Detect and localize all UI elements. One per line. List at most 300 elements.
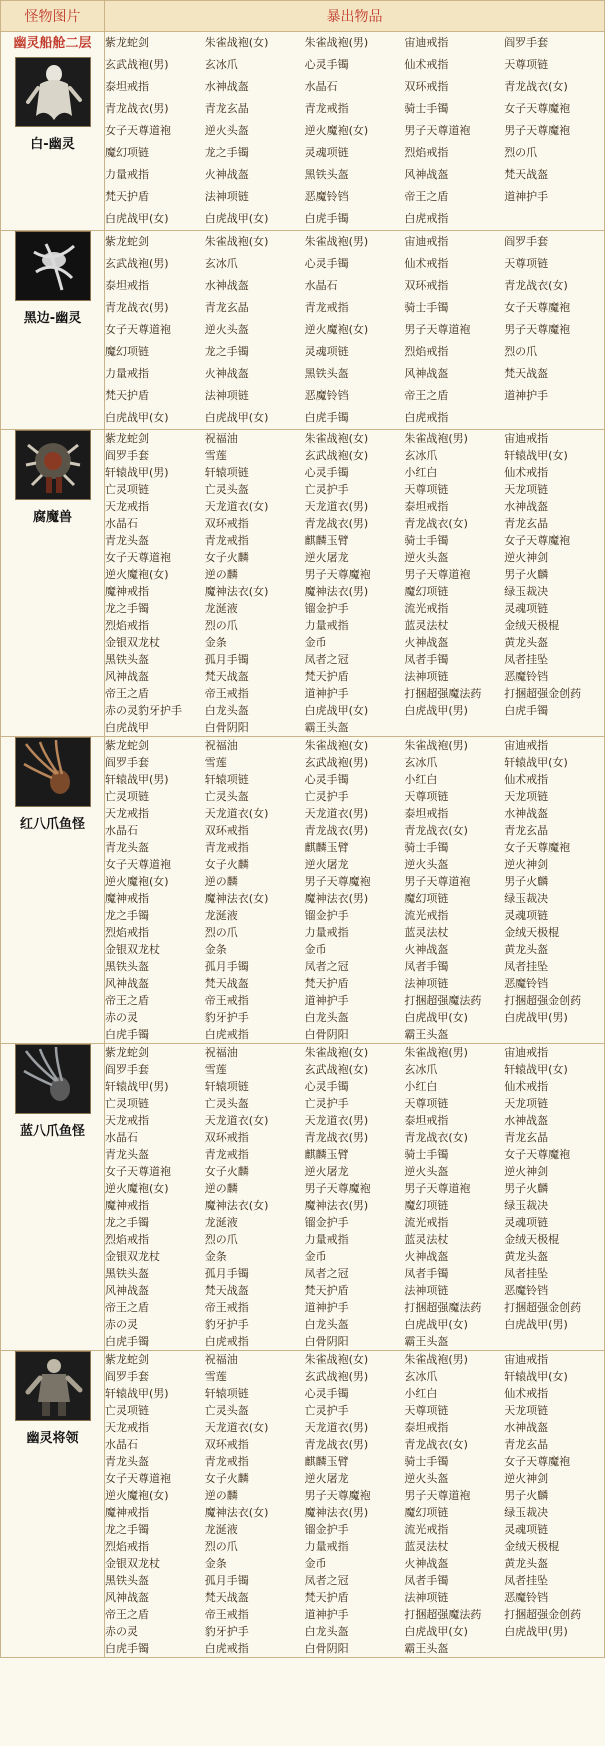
drop-item: 青龙玄晶 bbox=[504, 517, 549, 530]
drop-item: 亡灵头盔 bbox=[204, 483, 249, 496]
drop-item: 逆火屠龙 bbox=[304, 551, 349, 564]
drop-item: 朱雀战袍(男) bbox=[404, 1353, 468, 1366]
drop-item: 火神战盔 bbox=[204, 168, 249, 181]
drop-item: 梵天战盔 bbox=[204, 1591, 249, 1604]
drop-item: 帝王戒指 bbox=[204, 1301, 249, 1314]
drop-item: 骑士手镯 bbox=[404, 534, 449, 547]
drop-item: 水神战盔 bbox=[504, 1114, 549, 1127]
drop-item: 逆火魔袍(女) bbox=[105, 875, 169, 888]
drop-item: 魔神法衣(女) bbox=[204, 585, 269, 598]
drop-item: 天龙项链 bbox=[504, 1097, 549, 1110]
drop-item: 烈の爪 bbox=[204, 1233, 238, 1246]
drop-item: 凤者手镯 bbox=[404, 1267, 449, 1280]
drop-item: 白虎战甲(女) bbox=[404, 1625, 468, 1638]
drop-item: 帝王之盾 bbox=[105, 994, 149, 1007]
drop-item: 白虎战甲(女) bbox=[204, 411, 269, 424]
drop-item: 法神项链 bbox=[404, 670, 449, 683]
drop-item: 轩辕项链 bbox=[204, 773, 249, 786]
monster-name: 蓝八爪鱼怪 bbox=[19, 1124, 85, 1139]
drop-item: 道神护手 bbox=[304, 1608, 349, 1621]
drop-item: 玄武战袍(男) bbox=[304, 1370, 369, 1383]
drop-item: 青龙戒指 bbox=[304, 102, 349, 115]
drop-item: 金绒天极棍 bbox=[504, 619, 560, 632]
drop-item: 烈焰戒指 bbox=[105, 1540, 149, 1553]
drop-item: 女子天尊魔袍 bbox=[504, 301, 571, 314]
drop-item: 天龙道衣(女) bbox=[204, 807, 269, 820]
drop-item: 逆火魔袍(女) bbox=[105, 568, 169, 581]
drop-item: 男子天尊魔袍 bbox=[304, 568, 371, 581]
drop-item: 法神项链 bbox=[404, 977, 449, 990]
monster-name: 红八爪鱼怪 bbox=[19, 817, 85, 832]
drop-item: 金币 bbox=[304, 1250, 327, 1263]
drop-item: 魔神法衣(女) bbox=[204, 1506, 269, 1519]
drop-item: 水晶石 bbox=[105, 1438, 138, 1451]
drop-item: 烈の爪 bbox=[204, 926, 238, 939]
drop-item: 轩辕战甲(男) bbox=[105, 466, 169, 479]
drop-item: 青龙战衣(女) bbox=[504, 80, 568, 93]
drop-item: 白虎手镯 bbox=[304, 212, 349, 225]
drop-item: 白虎手镯 bbox=[304, 411, 349, 424]
drop-item: 打捆超强金创药 bbox=[504, 687, 582, 700]
drop-item: 道神护手 bbox=[504, 190, 549, 203]
drop-item: 水神战盔 bbox=[504, 1421, 549, 1434]
drop-item: 打捆超强金创药 bbox=[504, 1608, 582, 1621]
drop-item: 霸王头盔 bbox=[404, 1642, 449, 1655]
drop-item: 玄武战袍(男) bbox=[304, 756, 369, 769]
drop-item: 青龙头盔 bbox=[105, 534, 149, 547]
drop-item-grid bbox=[105, 231, 604, 429]
drop-item: 泰坦戒指 bbox=[404, 1421, 449, 1434]
drop-item: 亡灵头盔 bbox=[204, 1404, 249, 1417]
drop-item: 打捆超强金创药 bbox=[504, 1301, 582, 1314]
drop-item: 烈の爪 bbox=[204, 1540, 238, 1553]
drop-item: 魔神戒指 bbox=[105, 1199, 149, 1212]
drop-item: 亡灵护手 bbox=[304, 483, 349, 496]
drop-item: 金绒天极棍 bbox=[504, 926, 560, 939]
drop-item: 玄武战袍(女) bbox=[304, 449, 369, 462]
drop-item: 雪莲 bbox=[204, 1370, 227, 1383]
drop-item: 男子天尊魔袍 bbox=[304, 1489, 371, 1502]
monster-cell bbox=[1, 231, 105, 430]
drop-item: 男子天尊魔袍 bbox=[504, 124, 571, 137]
drop-item: 阎罗手套 bbox=[105, 1063, 149, 1076]
drop-item: 女子天尊魔袍 bbox=[504, 841, 571, 854]
drop-item: 小红白 bbox=[404, 1387, 438, 1400]
rot-demon-beast-portrait bbox=[15, 430, 91, 500]
drop-item: 男子天尊道袍 bbox=[404, 875, 471, 888]
drop-item: 金绒天极棍 bbox=[504, 1233, 560, 1246]
drop-item: 青龙戒指 bbox=[204, 841, 249, 854]
drop-item-grid bbox=[105, 737, 604, 1043]
drop-item: 梵天护盾 bbox=[105, 190, 149, 203]
drop-item: 男子火麟 bbox=[504, 1489, 549, 1502]
monster-cell bbox=[1, 32, 105, 231]
drop-item: 朱雀战袍(男) bbox=[304, 235, 369, 248]
drop-item: 白虎战甲(男) bbox=[404, 704, 468, 717]
drop-item: 豹牙护手 bbox=[204, 1625, 249, 1638]
drop-item: 黑铁头盔 bbox=[105, 960, 149, 973]
drop-item: 逆火头盔 bbox=[404, 551, 449, 564]
drop-item: 心灵手镯 bbox=[304, 1387, 349, 1400]
drop-item: 阎罗手套 bbox=[105, 449, 149, 462]
drop-item: 玄冰爪 bbox=[204, 257, 238, 270]
drop-item: 女子火麟 bbox=[204, 858, 249, 871]
drop-item: 金币 bbox=[304, 943, 327, 956]
drop-item: 灵魂项链 bbox=[504, 602, 549, 615]
drop-item: 白虎战甲(女) bbox=[404, 1011, 468, 1024]
drop-item: 青龙戒指 bbox=[204, 1148, 249, 1161]
drop-item: 青龙战衣(女) bbox=[404, 1131, 468, 1144]
monster-row-5 bbox=[1, 1044, 605, 1351]
drop-item: 亡灵头盔 bbox=[204, 1097, 249, 1110]
drop-item: 金币 bbox=[304, 636, 327, 649]
drop-item: 凤者之冠 bbox=[304, 1267, 349, 1280]
drop-item: 孤月手镯 bbox=[204, 653, 249, 666]
drop-item: 龙涎液 bbox=[204, 602, 238, 615]
drop-item: 龙涎液 bbox=[204, 1523, 238, 1536]
drop-item: 青龙戒指 bbox=[204, 1455, 249, 1468]
drop-item: 灵魂项链 bbox=[304, 345, 349, 358]
drop-item: 白虎战甲(男) bbox=[504, 1318, 568, 1331]
drop-item: 轩辕项链 bbox=[204, 1387, 249, 1400]
drop-item: 白虎手镯 bbox=[504, 704, 549, 717]
drop-item: 小红白 bbox=[404, 466, 438, 479]
drop-item: 霸王头盔 bbox=[304, 721, 349, 734]
drop-item: 紫龙蛇剑 bbox=[105, 36, 149, 49]
drop-items-cell bbox=[105, 32, 605, 231]
drop-item: 女子天尊道袍 bbox=[105, 858, 171, 871]
drop-items-cell bbox=[105, 231, 605, 430]
drop-item: 天龙道衣(男) bbox=[304, 1114, 369, 1127]
drop-item: 水晶石 bbox=[105, 824, 138, 837]
drop-item: 龙之手镯 bbox=[105, 1523, 149, 1536]
drop-item: 魔神戒指 bbox=[105, 1506, 149, 1519]
drop-item: 水神战盔 bbox=[504, 500, 549, 513]
drop-item: 宙迪戒指 bbox=[504, 1046, 549, 1059]
drop-item: 镏金护手 bbox=[304, 1523, 349, 1536]
drop-item: 祝福油 bbox=[204, 1046, 238, 1059]
drop-item: 亡灵项链 bbox=[105, 483, 149, 496]
drop-item: 阎罗手套 bbox=[105, 756, 149, 769]
drop-item: 镏金护手 bbox=[304, 602, 349, 615]
drop-item: 宙迪戒指 bbox=[504, 739, 549, 752]
monster-row-4 bbox=[1, 737, 605, 1044]
drop-item: 白虎战甲(男) bbox=[504, 1625, 568, 1638]
drop-item: 白虎戒指 bbox=[404, 411, 449, 424]
drop-item: 麒麟玉臂 bbox=[304, 841, 349, 854]
drop-item: 天龙道衣(女) bbox=[204, 1114, 269, 1127]
drop-item: 恶魔铃铛 bbox=[304, 190, 349, 203]
drop-item: 双环戒指 bbox=[204, 824, 249, 837]
drop-item: 龙之手镯 bbox=[105, 909, 149, 922]
drop-item: 水晶石 bbox=[304, 279, 338, 292]
drop-item: 凤者挂坠 bbox=[504, 960, 549, 973]
drop-item: 梵天护盾 bbox=[304, 670, 349, 683]
drop-item: 逆火屠龙 bbox=[304, 1165, 349, 1178]
drop-item: 力量戒指 bbox=[304, 1540, 349, 1553]
drop-item: 力量戒指 bbox=[105, 367, 149, 380]
drop-item: 骑士手镯 bbox=[404, 102, 449, 115]
white-ghost-portrait bbox=[15, 57, 91, 127]
drop-item: 烈の爪 bbox=[204, 619, 238, 632]
drop-item: 天尊项链 bbox=[404, 1097, 449, 1110]
drop-item: 天尊项链 bbox=[504, 58, 549, 71]
monster-cell bbox=[1, 430, 105, 737]
monster-row-2 bbox=[1, 231, 605, 430]
drop-item: 女子天尊道袍 bbox=[105, 323, 171, 336]
drop-item: 白虎戒指 bbox=[404, 212, 449, 225]
drop-item: 白虎战甲 bbox=[105, 721, 149, 734]
drop-item: 火神战盔 bbox=[204, 367, 249, 380]
drop-item: 流光戒指 bbox=[404, 1523, 449, 1536]
drop-item: 玄武战袍(男) bbox=[105, 58, 169, 71]
drop-item: 女子天尊道袍 bbox=[105, 551, 171, 564]
drop-item: 白虎手镯 bbox=[105, 1028, 149, 1041]
drop-item: 男子天尊魔袍 bbox=[304, 1182, 371, 1195]
drop-item: 金绒天极棍 bbox=[504, 1540, 560, 1553]
drop-item: 天尊项链 bbox=[404, 1404, 449, 1417]
drop-item: 白虎戒指 bbox=[204, 1642, 249, 1655]
drop-item: 魔神法衣(男) bbox=[304, 1199, 369, 1212]
drop-item: 朱雀战袍(男) bbox=[404, 1046, 468, 1059]
header-monster-image: 怪物图片 bbox=[1, 1, 105, 32]
drop-item: 逆火魔袍(女) bbox=[304, 323, 369, 336]
drop-item: 凤者手镯 bbox=[404, 653, 449, 666]
monster-cell bbox=[1, 1044, 105, 1351]
drop-item: 麒麟玉臂 bbox=[304, 1148, 349, 1161]
drop-item: 孤月手镯 bbox=[204, 1574, 249, 1587]
drop-item: 逆火神剑 bbox=[504, 1472, 549, 1485]
drop-item: 白骨阴阳 bbox=[304, 1028, 349, 1041]
drop-item: 骑士手镯 bbox=[404, 1455, 449, 1468]
drop-item: 帝王戒指 bbox=[204, 994, 249, 1007]
drop-item: 镏金护手 bbox=[304, 1216, 349, 1229]
drop-item: 金条 bbox=[204, 636, 227, 649]
drop-item: 风神战盔 bbox=[105, 670, 149, 683]
drop-item: 轩辕项链 bbox=[204, 1080, 249, 1093]
drop-item: 女子火麟 bbox=[204, 1472, 249, 1485]
drop-item: 轩辕战甲(男) bbox=[105, 773, 169, 786]
blue-octopus-monster-portrait bbox=[15, 1044, 91, 1114]
drop-item: 天尊项链 bbox=[404, 483, 449, 496]
drop-item: 孤月手镯 bbox=[204, 1267, 249, 1280]
drop-item: 仙术戒指 bbox=[504, 1080, 549, 1093]
drop-item: 朱雀战袍(女) bbox=[204, 235, 269, 248]
drop-item: 道神护手 bbox=[304, 1301, 349, 1314]
drop-item: 阎罗手套 bbox=[504, 36, 549, 49]
drop-item: 朱雀战袍(男) bbox=[304, 36, 369, 49]
drop-item: 魔神法衣(男) bbox=[304, 892, 369, 905]
drop-item: 泰坦戒指 bbox=[105, 80, 149, 93]
monster-name: 白-幽灵 bbox=[30, 137, 75, 152]
monster-name: 幽灵将领 bbox=[26, 1431, 79, 1446]
drop-item: 镏金护手 bbox=[304, 909, 349, 922]
drop-item: 绿玉裁决 bbox=[504, 1506, 549, 1519]
drop-item: 逆火头盔 bbox=[204, 124, 249, 137]
drop-item: 烈の爪 bbox=[504, 345, 538, 358]
drop-item: 朱雀战袍(男) bbox=[404, 432, 468, 445]
black-edge-ghost-portrait bbox=[15, 231, 91, 301]
table-header-row bbox=[1, 1, 605, 32]
drop-item: 帝王戒指 bbox=[204, 1608, 249, 1621]
drop-item: 梵天战盔 bbox=[504, 367, 549, 380]
drop-item: 帝王戒指 bbox=[204, 687, 249, 700]
drop-item: 女子天尊魔袍 bbox=[504, 102, 571, 115]
drop-item: 宙迪戒指 bbox=[404, 235, 449, 248]
drop-item: 朱雀战袍(女) bbox=[304, 1353, 369, 1366]
drop-item: 逆の麟 bbox=[204, 875, 238, 888]
drop-item: 力量戒指 bbox=[304, 619, 349, 632]
drop-item: 紫龙蛇剑 bbox=[105, 1353, 149, 1366]
drop-item: 青龙战衣(男) bbox=[105, 102, 169, 115]
drop-item: 雪莲 bbox=[204, 449, 227, 462]
drop-item: 心灵手镯 bbox=[304, 257, 349, 270]
section-title: 幽灵船舱二层 bbox=[13, 36, 92, 51]
drop-item: 烈焰戒指 bbox=[404, 146, 449, 159]
drop-item: 双环戒指 bbox=[204, 517, 249, 530]
drop-item: 玄武战袍(男) bbox=[105, 257, 169, 270]
drop-item: 魔幻项链 bbox=[404, 585, 449, 598]
drop-item: 轩辕战甲(女) bbox=[504, 449, 568, 462]
header-drop-items: 暴出物品 bbox=[105, 1, 605, 32]
drop-item: 白骨阴阳 bbox=[204, 721, 249, 734]
drop-item: 青龙战衣(男) bbox=[105, 301, 169, 314]
drop-item: 白虎战甲(女) bbox=[105, 212, 169, 225]
drop-item: 青龙戒指 bbox=[204, 534, 249, 547]
drop-item: 双环戒指 bbox=[404, 80, 449, 93]
drop-item: 白虎戒指 bbox=[204, 1335, 249, 1348]
drop-item: 青龙玄晶 bbox=[204, 301, 249, 314]
drop-item: 亡灵项链 bbox=[105, 790, 149, 803]
drop-item: 水晶石 bbox=[105, 1131, 138, 1144]
drop-item-grid bbox=[105, 32, 604, 230]
drop-item: 龙涎液 bbox=[204, 909, 238, 922]
drop-item: 逆の麟 bbox=[204, 1489, 238, 1502]
red-octopus-monster-portrait bbox=[15, 737, 91, 807]
drop-item: 力量戒指 bbox=[304, 926, 349, 939]
drop-item: 逆火神剑 bbox=[504, 551, 549, 564]
drop-item: 风神战盔 bbox=[404, 168, 449, 181]
drop-item: 流光戒指 bbox=[404, 909, 449, 922]
drop-item: 轩辕战甲(男) bbox=[105, 1080, 169, 1093]
drop-item: 黄龙头盔 bbox=[504, 636, 549, 649]
drop-item: 宙迪戒指 bbox=[504, 432, 549, 445]
drop-item: 轩辕战甲(女) bbox=[504, 756, 568, 769]
drop-item: 天龙道衣(男) bbox=[304, 1421, 369, 1434]
drop-item: 女子天尊道袍 bbox=[105, 1165, 171, 1178]
drop-item: 凤者之冠 bbox=[304, 960, 349, 973]
drop-item: 水晶石 bbox=[304, 80, 338, 93]
drop-item: 女子天尊道袍 bbox=[105, 124, 171, 137]
drop-item: 黄龙头盔 bbox=[504, 1557, 549, 1570]
drop-item: 玄冰爪 bbox=[404, 449, 438, 462]
drop-item: 逆火头盔 bbox=[204, 323, 249, 336]
drop-item: 双环戒指 bbox=[404, 279, 449, 292]
drop-item: 打捆超强金创药 bbox=[504, 994, 582, 1007]
drop-item: 烈焰戒指 bbox=[105, 619, 149, 632]
drop-item: 白骨阴阳 bbox=[304, 1335, 349, 1348]
drop-item: 逆火魔袍(女) bbox=[304, 124, 369, 137]
drop-item: 天龙戒指 bbox=[105, 1114, 149, 1127]
drop-item: 玄冰爪 bbox=[404, 756, 438, 769]
drop-item: 亡灵护手 bbox=[304, 790, 349, 803]
drop-item: 朱雀战袍(女) bbox=[304, 432, 369, 445]
drop-item: 亡灵项链 bbox=[105, 1404, 149, 1417]
drop-item: 天龙道衣(女) bbox=[204, 1421, 269, 1434]
drop-item: 风神战盔 bbox=[105, 977, 149, 990]
drop-item: 魔神法衣(女) bbox=[204, 892, 269, 905]
drop-item: 女子火麟 bbox=[204, 1165, 249, 1178]
drop-item: 力量戒指 bbox=[304, 1233, 349, 1246]
drop-item: 男子火麟 bbox=[504, 875, 549, 888]
drop-item: 凤者挂坠 bbox=[504, 653, 549, 666]
drop-item: 帝王之盾 bbox=[404, 389, 449, 402]
drop-item: 道神护手 bbox=[504, 389, 549, 402]
drop-item: 小红白 bbox=[404, 773, 438, 786]
drop-item: 天龙戒指 bbox=[105, 807, 149, 820]
drop-item: 黄龙头盔 bbox=[504, 943, 549, 956]
drop-items-cell bbox=[105, 430, 605, 737]
drop-item: 天龙戒指 bbox=[105, 500, 149, 513]
drop-item: 轩辕战甲(女) bbox=[504, 1370, 568, 1383]
drop-item: 赤の灵 bbox=[105, 1318, 138, 1331]
drop-item: 逆火屠龙 bbox=[304, 1472, 349, 1485]
drop-item: 金条 bbox=[204, 1250, 227, 1263]
drop-item: 魔神法衣(男) bbox=[304, 585, 369, 598]
drop-item: 水神战盔 bbox=[504, 807, 549, 820]
drop-item: 朱雀战袍(女) bbox=[204, 36, 269, 49]
drop-item: 心灵手镯 bbox=[304, 466, 349, 479]
drop-item: 逆火屠龙 bbox=[304, 858, 349, 871]
drop-item: 男子火麟 bbox=[504, 1182, 549, 1195]
drop-item: 水神战盔 bbox=[204, 80, 249, 93]
drop-item: 青龙战衣(男) bbox=[304, 517, 369, 530]
drop-item: 风神战盔 bbox=[105, 1591, 149, 1604]
drop-item: 轩辕战甲(男) bbox=[105, 1387, 169, 1400]
drop-item: 梵天战盔 bbox=[504, 168, 549, 181]
monster-row-3 bbox=[1, 430, 605, 737]
drop-item: 灵魂项链 bbox=[304, 146, 349, 159]
drop-item: 天尊项链 bbox=[404, 790, 449, 803]
drop-item: 魔幻项链 bbox=[105, 146, 149, 159]
drop-item: 风神战盔 bbox=[404, 367, 449, 380]
drop-item: 青龙战衣(女) bbox=[504, 279, 568, 292]
drop-item: 帝王之盾 bbox=[404, 190, 449, 203]
drop-item: 风神战盔 bbox=[105, 1284, 149, 1297]
drop-item: 黑铁头盔 bbox=[105, 653, 149, 666]
drop-item: 青龙玄晶 bbox=[504, 1131, 549, 1144]
drop-item: 金币 bbox=[304, 1557, 327, 1570]
drop-item: 白虎手镯 bbox=[105, 1642, 149, 1655]
drop-item: 泰坦戒指 bbox=[404, 1114, 449, 1127]
drop-item: 白骨阴阳 bbox=[304, 1642, 349, 1655]
drop-item: 帝王之盾 bbox=[105, 1608, 149, 1621]
drop-item: 麒麟玉臂 bbox=[304, 1455, 349, 1468]
drop-item: 女子天尊魔袍 bbox=[504, 1455, 571, 1468]
drop-item: 蓝灵法杖 bbox=[404, 926, 449, 939]
drop-item: 赤の灵 bbox=[105, 1625, 138, 1638]
drop-item: 仙术戒指 bbox=[504, 466, 549, 479]
drop-item: 法神项链 bbox=[404, 1284, 449, 1297]
drop-item: 男子天尊道袍 bbox=[404, 1489, 471, 1502]
drop-item: 龙之手镯 bbox=[105, 1216, 149, 1229]
drop-item: 梵天护盾 bbox=[304, 1284, 349, 1297]
drop-item: 水晶石 bbox=[105, 517, 138, 530]
drop-item: 青龙战衣(女) bbox=[404, 1438, 468, 1451]
drop-item: 骑士手镯 bbox=[404, 1148, 449, 1161]
drop-item: 双环戒指 bbox=[204, 1131, 249, 1144]
monster-cell bbox=[1, 737, 105, 1044]
